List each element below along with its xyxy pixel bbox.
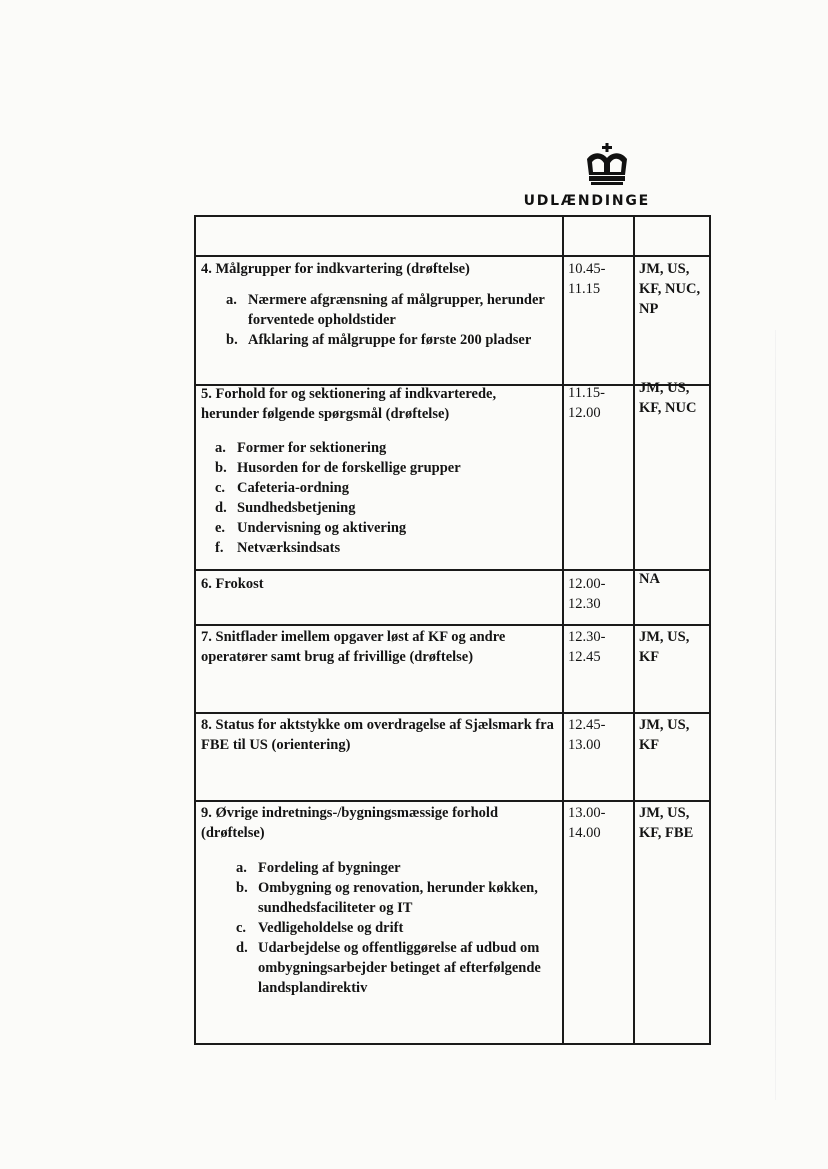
sub-item: d. Sundhedsbetjening <box>215 500 356 516</box>
column-divider <box>633 217 635 1043</box>
agenda-item-title: 9. Øvrige indretnings-/bygningsmæssige forhold (drøftelse) <box>201 805 499 841</box>
column-divider <box>562 217 564 1043</box>
sub-item: c. Vedligeholdelse og drift <box>236 920 404 936</box>
sub-item: a. Fordeling af bygninger <box>236 860 401 876</box>
agenda-item-cell <box>201 259 557 350</box>
agency-name: UDLÆNDINGE <box>523 193 650 209</box>
agenda-item-cell <box>201 715 557 755</box>
time-cell: 12.45- 13.00 <box>568 717 606 753</box>
sub-item: e. Undervisning og aktivering <box>215 520 407 536</box>
agenda-item-cell <box>201 627 557 667</box>
row-divider <box>196 255 709 257</box>
responsible-cell: JM, US, KF, FBE <box>639 805 694 841</box>
sub-item: d. Udarbejdelse og offentliggørelse af udbud om ombygningsarbejder betinget af efterfølgende landsplandirektiv <box>236 940 541 996</box>
page-edge-shadow <box>775 330 776 1100</box>
time-cell: 10.45- 11.15 <box>568 261 606 297</box>
agenda-table <box>194 215 711 1045</box>
sub-item-list <box>215 438 557 558</box>
agenda-item-title: 7. Snitflader imellem opgaver løst af KF og andre operatører samt brug af frivillige (drøftelse) <box>201 629 506 665</box>
responsible-cell: NA <box>639 571 660 587</box>
time-cell: 12.00- 12.30 <box>568 576 606 612</box>
agenda-item-cell <box>201 384 557 558</box>
sub-item: a. Nærmere afgrænsning af målgrupper, herunder forventede opholdstider <box>226 292 545 328</box>
agenda-item-cell <box>201 803 557 998</box>
sub-item: b. Ombygning og renovation, herunder køkken, sundhedsfaciliteter og IT <box>236 880 538 916</box>
responsible-cell: JM, US, KF <box>639 717 690 753</box>
time-cell: 12.30- 12.45 <box>568 629 606 665</box>
agenda-item-title: 4. Målgrupper for indkvartering (drøftelse) <box>201 261 470 277</box>
sub-item: f. Netværksindsats <box>215 540 341 556</box>
sub-item-list <box>226 290 557 350</box>
responsible-cell: JM, US, KF, NUC, NP <box>639 261 701 317</box>
time-cell: 11.15- 12.00 <box>568 385 605 421</box>
time-cell: 13.00- 14.00 <box>568 805 606 841</box>
responsible-cell: JM, US, KF <box>639 629 690 665</box>
agenda-item-title: 8. Status for aktstykke om overdragelse af Sjælsmark fra FBE til US (orientering) <box>201 717 554 753</box>
agenda-item-title: 6. Frokost <box>201 576 264 592</box>
sub-item: c. Cafeteria-ordning <box>215 480 349 496</box>
row-divider <box>196 800 709 802</box>
row-divider <box>196 712 709 714</box>
crown-logo-icon <box>583 143 631 187</box>
sub-item: b. Afklaring af målgruppe for første 200 pladser <box>226 332 532 348</box>
sub-item-list <box>236 858 557 998</box>
row-divider <box>196 569 709 571</box>
sub-item: a. Former for sektionering <box>215 440 387 456</box>
agenda-item-title: 5. Forhold for og sektionering af indkvarterede, herunder følgende spørgsmål (drøftelse) <box>201 386 497 422</box>
agenda-item-cell <box>201 574 557 594</box>
responsible-cell: JM, US, KF, NUC <box>639 380 697 416</box>
sub-item: b. Husorden for de forskellige grupper <box>215 460 461 476</box>
row-divider <box>196 624 709 626</box>
